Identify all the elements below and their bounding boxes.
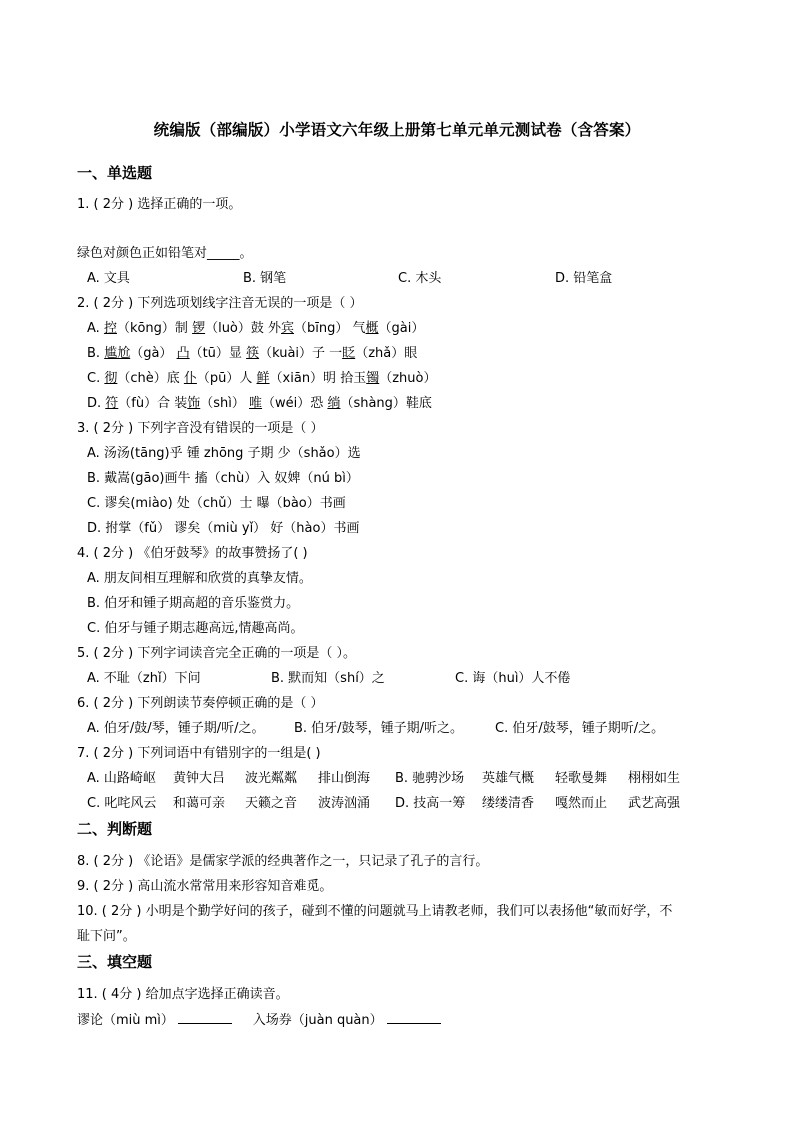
q4-stem: 4. ( 2分 ) 《伯牙鼓琴》的故事赞扬了( ) bbox=[77, 546, 308, 561]
q6-option-c: C. 伯牙/鼓琴，锺子期听/之。 bbox=[495, 721, 665, 736]
q1-option-a: A. 文具 bbox=[87, 271, 130, 286]
section-single-choice: 一、单选题 bbox=[77, 164, 153, 182]
q2-option-d: D. 符（fù）合 装饰（shì） 唯（wéi）恐 绱（shàng）鞋底 bbox=[87, 396, 432, 411]
q10-stem-line2: 耻下问”。 bbox=[77, 929, 136, 944]
q2-option-c: C. 彻（chè）底 仆（pū）人 鲜（xiān）明 拾玉镯（zhuò） bbox=[87, 371, 437, 386]
q7-b-word4: 栩栩如生 bbox=[628, 771, 681, 786]
q10-stem-line1: 10. ( 2分 ) 小明是个勤学好问的孩子，碰到不懂的问题就马上请教老师，我们可以表扬他“敏而好学，不 bbox=[77, 904, 673, 919]
q3-option-a: A. 汤汤(tāng)乎 锺 zhōng 子期 少（shǎo）选 bbox=[87, 446, 361, 461]
q11-item1: 谬论（miù mì） bbox=[77, 1013, 174, 1028]
q7-a-word4: 排山倒海 bbox=[318, 771, 371, 786]
q3-stem: 3. ( 2分 ) 下列字音没有错误的一项是（ ） bbox=[77, 421, 324, 436]
q4-option-b: B. 伯牙和锺子期高超的音乐鉴赏力。 bbox=[87, 596, 300, 611]
q7-c-word2: 和蔼可亲 bbox=[173, 796, 226, 811]
page-title: 统编版（部编版）小学语文六年级上册第七单元单元测试卷（含答案） bbox=[153, 121, 641, 139]
q3-option-d: D. 拊掌（fǔ） 谬矣（miù yǐ） 好（hào）书画 bbox=[87, 521, 360, 536]
q6-option-b: B. 伯牙/鼓琴，锺子期/听之。 bbox=[294, 721, 463, 736]
q7-d-word4: 武艺高强 bbox=[628, 796, 681, 811]
q7-c-word1: C. 叱咤风云 bbox=[87, 796, 157, 811]
q3-option-c: C. 谬矣(miào) 处（chǔ）士 曝（bào）书画 bbox=[87, 496, 346, 511]
q7-b-word3: 轻歌曼舞 bbox=[555, 771, 608, 786]
q2-option-b: B. 尴尬（gà） 凸（tū）显 筷（kuài）子 一眨（zhǎ）眼 bbox=[87, 346, 418, 361]
q4-option-a: A. 朋友间相互理解和欣赏的真挚友情。 bbox=[87, 571, 312, 586]
q11-blank1[interactable] bbox=[178, 1011, 232, 1024]
q7-d-word1: D. 技高一筹 bbox=[395, 796, 466, 811]
q8-stem: 8. ( 2分 ) 《论语》是儒家学派的经典著作之一，只记录了孔子的言行。 bbox=[77, 854, 489, 869]
q5-option-a: A. 不耻（zhǐ）下问 bbox=[87, 671, 201, 686]
q11-blank2[interactable] bbox=[387, 1011, 441, 1024]
q5-option-c: C. 诲（huì）人不倦 bbox=[455, 671, 571, 686]
q9-stem: 9. ( 2分 ) 高山流水常常用来形容知音难觅。 bbox=[77, 879, 333, 894]
section-fill-blank: 三、填空题 bbox=[77, 953, 153, 971]
q7-b-word1: B. 驰骋沙场 bbox=[395, 771, 465, 786]
q7-c-word4: 波涛汹涌 bbox=[318, 796, 371, 811]
q1-option-b: B. 钢笔 bbox=[243, 271, 287, 286]
q11-stem: 11. ( 4分 ) 给加点字选择正确读音。 bbox=[77, 987, 289, 1002]
q2-option-a: A. 控（kōng）制 锣（luò）鼓 外宾（bīng） 气概（gài） bbox=[87, 321, 425, 336]
q11-items bbox=[77, 1011, 441, 1030]
q7-a-word1: A. 山路崎岖 bbox=[87, 771, 156, 786]
q11-item2: 入场券（juàn quàn） bbox=[252, 1013, 383, 1028]
q7-b-word2: 英雄气概 bbox=[482, 771, 535, 786]
q4-option-c: C. 伯牙与锺子期志趣高远,情趣高尚。 bbox=[87, 621, 304, 636]
q1-stem: 1. ( 2分 ) 选择正确的一项。 bbox=[77, 197, 242, 212]
q5-stem: 5. ( 2分 ) 下列字词读音完全正确的一项是（ ）。 bbox=[77, 646, 356, 661]
q7-d-word2: 缕缕清香 bbox=[482, 796, 535, 811]
q5-option-b: B. 默而知（shí）之 bbox=[271, 671, 385, 686]
q2-stem: 2. ( 2分 ) 下列选项划线字注音无误的一项是（ ） bbox=[77, 296, 363, 311]
q1-option-c: C. 木头 bbox=[398, 271, 442, 286]
q7-d-word3: 嘎然而止 bbox=[555, 796, 608, 811]
q7-a-word3: 波光粼粼 bbox=[245, 771, 298, 786]
q7-stem: 7. ( 2分 ) 下列词语中有错别字的一组是( ) bbox=[77, 746, 321, 761]
q1-sentence: 绿色对颜色正如铅笔对_____。 bbox=[77, 246, 253, 261]
q7-a-word2: 黄钟大吕 bbox=[173, 771, 226, 786]
q6-option-a: A. 伯牙/鼓/琴，锺子期/听/之。 bbox=[87, 721, 265, 736]
q6-stem: 6. ( 2分 ) 下列朗读节奏停顿正确的是（ ） bbox=[77, 696, 324, 711]
section-true-false: 二、判断题 bbox=[77, 820, 153, 838]
q3-option-b: B. 戴嵩(gāo)画牛 搐（chù）入 奴婢（nú bì） bbox=[87, 471, 359, 486]
q7-c-word3: 天籁之音 bbox=[245, 796, 298, 811]
q1-option-d: D. 铅笔盒 bbox=[555, 271, 613, 286]
